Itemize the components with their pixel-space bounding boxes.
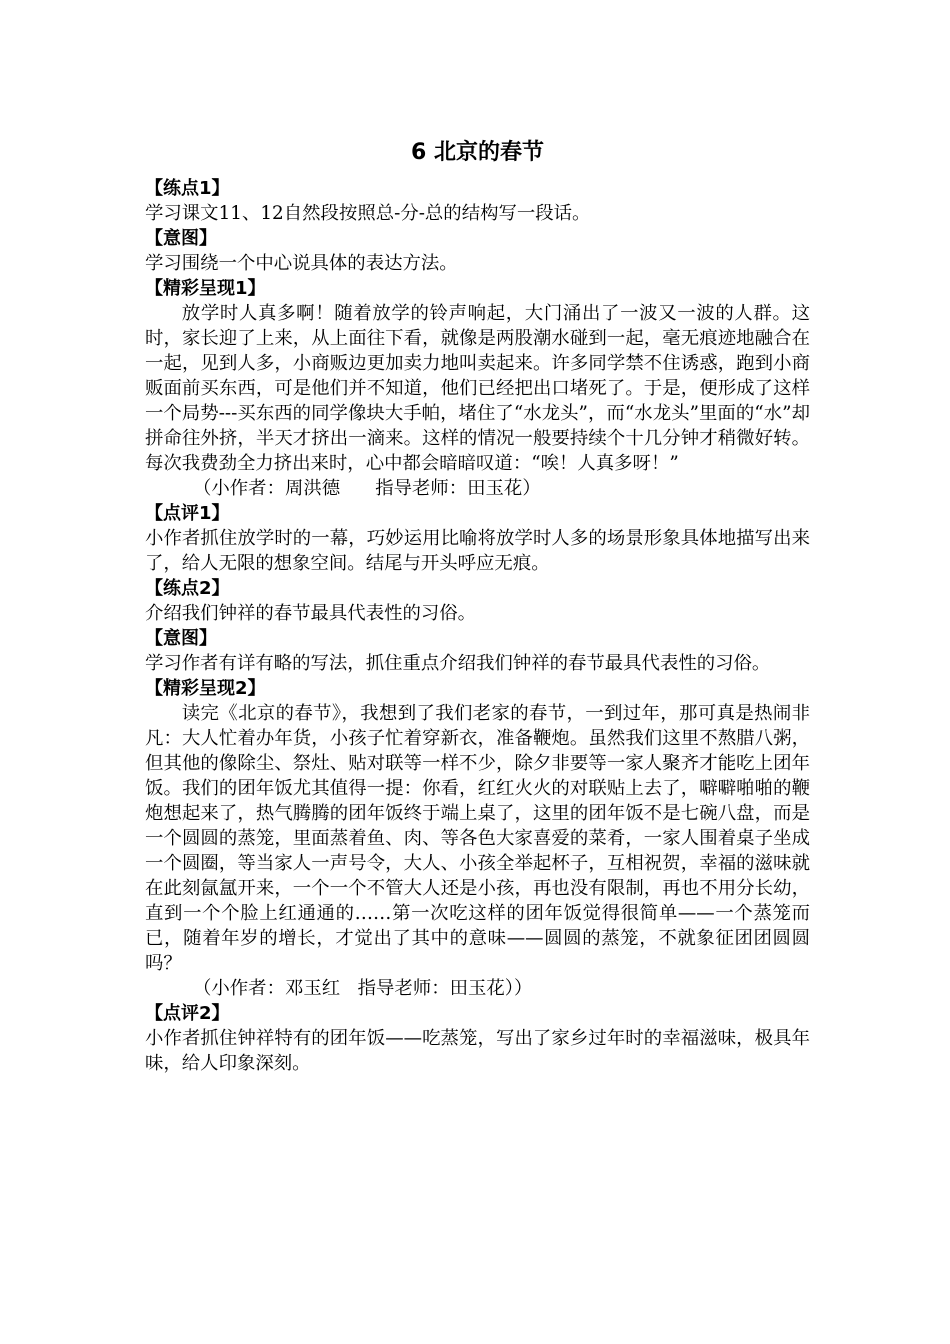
showcase-2-essay: 读完《北京的春节》，我想到了我们老家的春节，一到过年，那可真是热闹非凡：大人忙着办年货，小孩子忙着穿新衣，准备鞭炮。虽然我们这里不熬腊八粥，但其他的像除尘、祭灶、贴对联等一样不少，除夕非要等一家人聚齐才能吃上团年饭。我们的团年饭尤其值得一提：你看，红红火火的对联贴上去了，噼噼啪啪的鞭炮想起来了，热气腾腾的团年饭终于端上桌了，这里的团年饭不是七碗八盘，而是一个圆圆的蒸笼，里面蒸着鱼、肉、等各色大家喜爱的菜肴，一家人围着桌子坐成一个圆圈，等当家人一声号令，大人、小孩全举起杯子，互相祝贺，幸福的滋味就在此刻氤氲开来，一个一个不管大人还是小孩，再也没有限制，再也不用分长幼，直到一个个脸上红通通的……第一次吃这样的团年饭觉得很简单——一个蒸笼而已，随着年岁的增长，才觉出了其中的意味——圆圆的蒸笼，不就象征团团圆圆吗？ xyxy=(145,703,810,974)
showcase-2-credit: （小作者：邓玉红 指导老师：田玉花）） xyxy=(193,978,533,999)
comment-1-heading: 【点评1】 xyxy=(145,503,230,524)
intent-2-text: 学习作者有详有略的写法，抓住重点介绍我们钟祥的春节最具代表性的习俗。 xyxy=(145,653,771,674)
showcase-1-essay: 放学时人真多啊！随着放学的铃声响起，大门涌出了一波又一波的人群。这时，家长迎了上来，从上面往下看，就像是两股潮水碰到一起，毫无痕迹地融合在一起，见到人多，小商贩边更加卖力地叫卖起来。许多同学禁不住诱惑，跑到小商贩面前买东西，可是他们并不知道，他们已经把出口堵死了。于是，便形成了这样一个局势---买东西的同学像块大手帕，堵住了“水龙头”，而“水龙头”里面的“水”却拼命往外挤，半天才挤出一滴来。这样的情况一般要持续个十几分钟才稍微好转。每次我费劲全力挤出来时，心中都会暗暗叹道：“唉！人真多呀！” xyxy=(145,303,810,474)
showcase-1-heading: 【精彩呈现1】 xyxy=(145,278,266,299)
showcase-2-heading: 【精彩呈现2】 xyxy=(145,678,266,699)
practice-point-2-heading: 【练点2】 xyxy=(145,578,230,599)
document-page xyxy=(145,138,810,1076)
practice-point-1-heading: 【练点1】 xyxy=(145,178,230,199)
showcase-1-credit: （小作者：周洪德 指导老师：田玉花） xyxy=(193,478,541,499)
intent-1-heading: 【意图】 xyxy=(145,228,217,249)
comment-2-heading: 【点评2】 xyxy=(145,1003,230,1024)
comment-2-text: 小作者抓住钟祥特有的团年饭——吃蒸笼，写出了家乡过年时的幸福滋味，极具年味，给人印象深刻。 xyxy=(145,1028,810,1074)
intent-2-heading: 【意图】 xyxy=(145,628,217,649)
intent-1-text: 学习围绕一个中心说具体的表达方法。 xyxy=(145,253,458,274)
practice-point-1-text: 学习课文11、12自然段按照总-分-总的结构写一段话。 xyxy=(145,203,591,224)
comment-1-text: 小作者抓住放学时的一幕，巧妙运用比喻将放学时人多的场景形象具体地描写出来了，给人无限的想象空间。结尾与开头呼应无痕。 xyxy=(145,528,810,574)
practice-point-2-text: 介绍我们钟祥的春节最具代表性的习俗。 xyxy=(145,603,477,624)
page-title: 6 北京的春节 xyxy=(411,140,544,165)
